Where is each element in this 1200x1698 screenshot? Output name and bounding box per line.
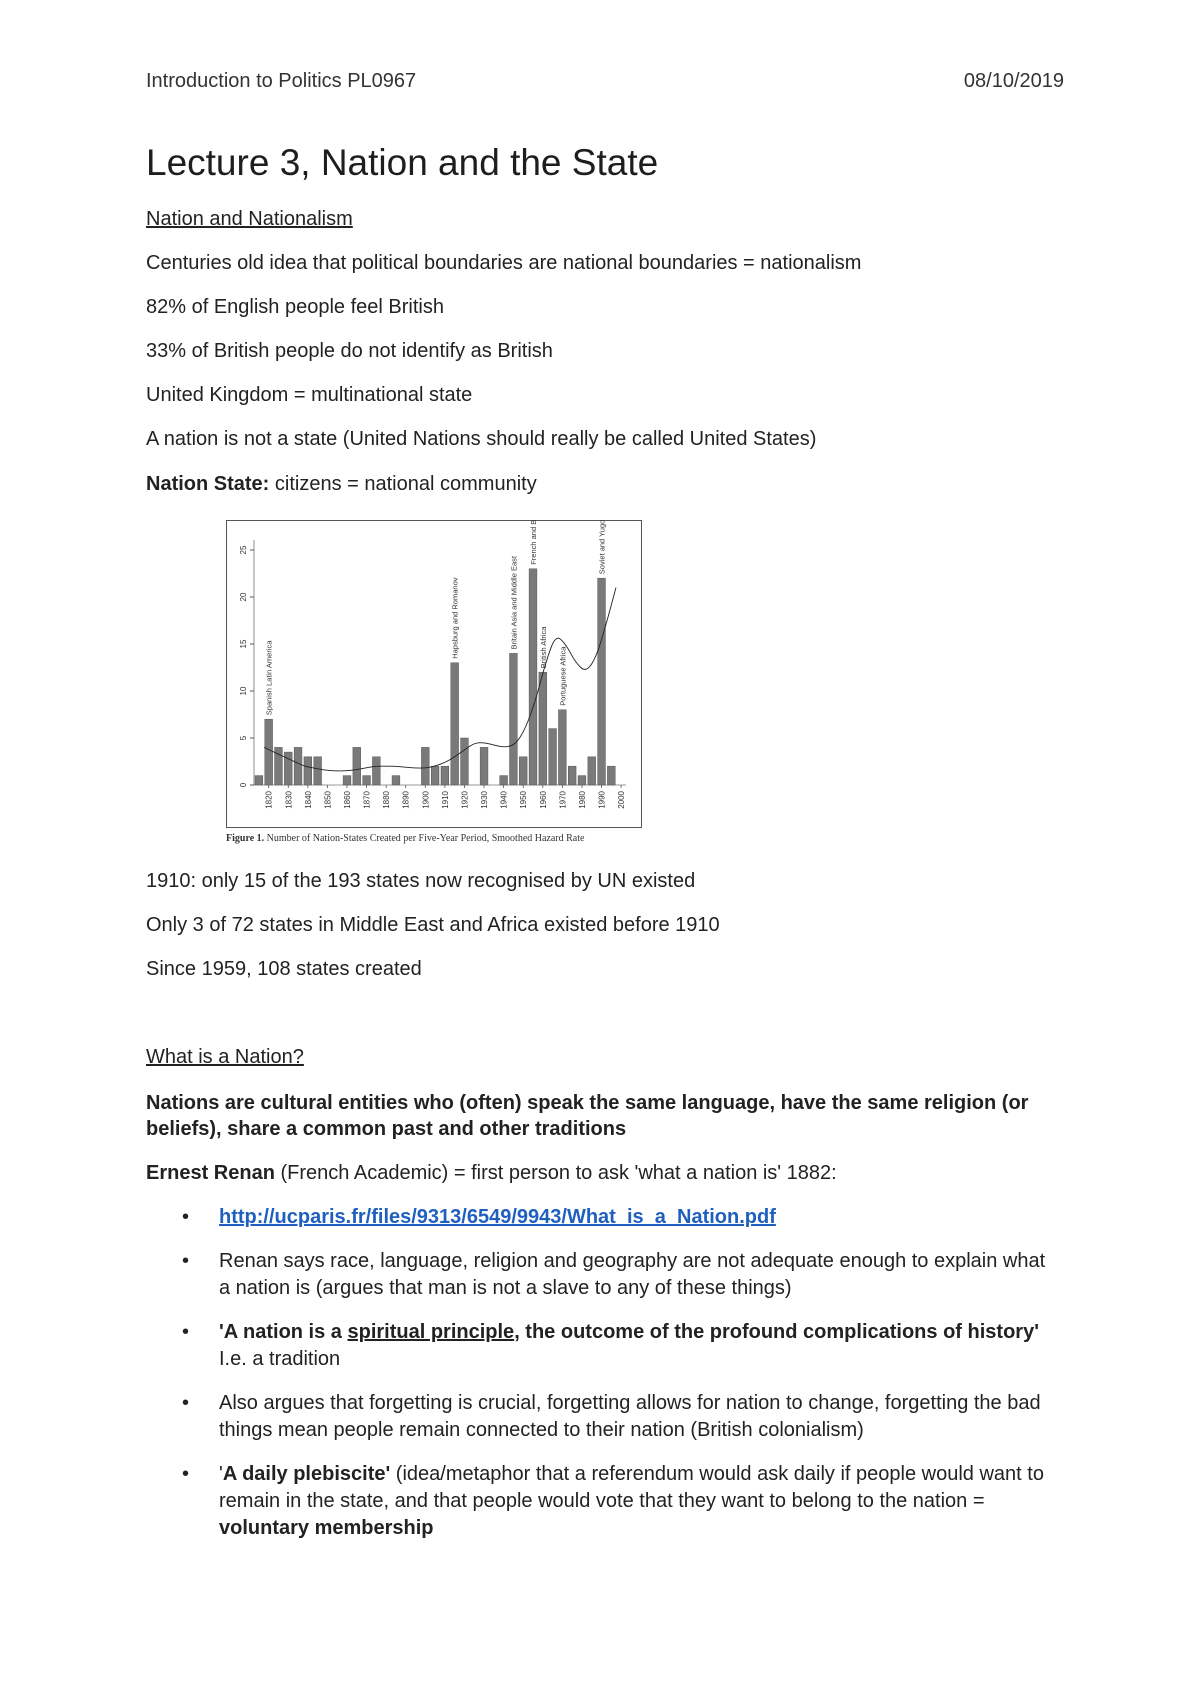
text-line: 33% of British people do not identify as British xyxy=(146,340,553,362)
x-tick-label: 1910 xyxy=(440,791,450,809)
chart-bar xyxy=(441,766,449,785)
section-heading-nationalism: Nation and Nationalism xyxy=(146,208,353,230)
chart-bar xyxy=(363,776,371,785)
chart-bar xyxy=(558,710,566,785)
bar-annotation: Spanish Latin America xyxy=(264,640,274,716)
x-tick-label: 1940 xyxy=(499,791,509,809)
chart-bar xyxy=(343,776,351,785)
caption-text: Number of Nation-States Created per Five-Year Period, Smoothed Hazard Rate xyxy=(264,833,585,844)
x-tick-label: 1930 xyxy=(480,791,490,809)
chart-bar xyxy=(539,672,547,785)
bullet-marker: • xyxy=(182,1250,190,1272)
chart-svg xyxy=(226,520,642,828)
chart-bar xyxy=(510,653,518,785)
chart-bar xyxy=(314,757,322,785)
x-tick-label: 1890 xyxy=(401,791,411,809)
bullet-text: 'A daily plebiscite' (idea/metaphor that a referendum would ask daily if people would want to remain in the state, and that people would vote that they want to belong to the nation = voluntary membership xyxy=(219,1463,1044,1539)
chart-bar xyxy=(568,766,576,785)
x-tick-label: 1830 xyxy=(284,791,294,809)
x-tick-label: 1880 xyxy=(382,791,392,809)
x-tick-label: 2000 xyxy=(617,791,627,809)
course-title: Introduction to Politics PL0967 xyxy=(146,70,417,92)
section-heading-what-is-nation: What is a Nation? xyxy=(146,1046,304,1068)
chart-bar xyxy=(549,729,557,785)
text-line: Centuries old idea that political boundaries are national boundaries = nationalism xyxy=(146,252,862,274)
bullet-marker: • xyxy=(182,1321,190,1343)
x-tick-label: 1870 xyxy=(362,791,372,809)
chart-bar xyxy=(607,766,615,785)
x-tick-label: 1980 xyxy=(577,791,587,809)
nation-definition: Nations are cultural entities who (often) speak the same language, have the same religion (or beliefs), share a common past and other traditions xyxy=(146,1092,1029,1140)
text-line: United Kingdom = multinational state xyxy=(146,384,473,406)
chart-bar xyxy=(431,766,439,785)
x-tick-label: 1860 xyxy=(343,791,352,809)
bar-annotation: Britain Asia and Middle East xyxy=(509,556,519,650)
y-tick-label: 20 xyxy=(239,592,248,602)
bullet-text: Renan says race, language, religion and geography are not adequate enough to explain what a nation is (argues that man is not a slave to any of these things) xyxy=(219,1250,1046,1299)
x-tick-label: 1920 xyxy=(460,791,470,809)
renan-rest: (French Academic) = first person to ask 'what a nation is' 1882: xyxy=(274,1162,837,1184)
bar-annotation: British Africa xyxy=(538,626,548,669)
chart-bar xyxy=(588,757,596,785)
x-tick-label: 1960 xyxy=(538,791,548,809)
bar-annotation: Soviet and Yugoslavian xyxy=(597,520,607,575)
x-tick-label: 1850 xyxy=(323,791,333,809)
chart-bar xyxy=(265,719,273,785)
text-line: 1910: only 15 of the 193 states now recognised by UN existed xyxy=(146,870,696,892)
x-tick-label: 1840 xyxy=(303,791,313,809)
bullet-text: Also argues that forgetting is crucial, forgetting allows for nation to change, forgetting the bad things mean people remain connected to their nation (British colonialism) xyxy=(219,1392,1041,1441)
bar-annotation: Hapsburg and Romanov xyxy=(450,577,460,659)
caption-label: Figure 1. xyxy=(226,833,265,844)
header-date: 08/10/2019 xyxy=(963,70,1064,92)
bar-annotation: Portuguese Africa xyxy=(558,646,568,706)
renan-line xyxy=(146,1162,837,1185)
chart-bar xyxy=(598,578,606,785)
chart-bar xyxy=(421,747,429,785)
spiritual-principle: spiritual principle xyxy=(347,1321,515,1343)
y-tick-label: 10 xyxy=(239,686,248,696)
voluntary-membership: voluntary membership xyxy=(219,1517,434,1539)
lecture-title: Lecture 3, Nation and the State xyxy=(146,142,659,183)
x-tick-label: 1970 xyxy=(558,791,568,809)
y-tick-label: 5 xyxy=(239,735,248,741)
bar-annotation: French and British Africa xyxy=(529,520,538,565)
bullet-marker: • xyxy=(182,1206,190,1228)
chart-bar xyxy=(392,776,400,785)
chart-bar xyxy=(304,757,312,785)
chart-bar xyxy=(353,747,361,785)
x-tick-label: 1990 xyxy=(597,791,607,809)
text-line: Since 1959, 108 states created xyxy=(146,958,422,980)
renan-name: Ernest Renan xyxy=(146,1162,275,1184)
x-tick-label: 1820 xyxy=(264,791,274,809)
chart-bar xyxy=(480,747,488,785)
chart-bar xyxy=(461,738,469,785)
figure-caption xyxy=(226,833,646,844)
chart-bar xyxy=(255,776,263,785)
chart-bar xyxy=(500,776,508,785)
y-tick-label: 0 xyxy=(239,782,248,788)
chart-bar xyxy=(372,757,380,785)
nation-states-chart xyxy=(226,520,642,828)
bullet-text: 'A nation is a spiritual principle, the outcome of the profound complications of history' I.e. a tradition xyxy=(219,1321,1039,1370)
chart-bar xyxy=(451,663,459,785)
bullet-marker: • xyxy=(182,1463,190,1485)
nation-state-label: Nation State: xyxy=(146,473,270,495)
chart-bar xyxy=(578,776,586,785)
renan-pdf-link[interactable]: http://ucparis.fr/files/9313/6549/9943/What_is_a_Nation.pdf xyxy=(219,1206,776,1228)
nation-state-line xyxy=(146,473,537,496)
y-tick-label: 15 xyxy=(239,639,248,649)
x-tick-label: 1900 xyxy=(421,791,431,809)
text-line: A nation is not a state (United Nations should really be called United States) xyxy=(146,428,817,450)
y-tick-label: 25 xyxy=(239,545,248,555)
x-tick-label: 1950 xyxy=(519,791,529,809)
nation-state-text: citizens = national community xyxy=(269,473,537,495)
chart-bar xyxy=(519,757,527,785)
text-line: 82% of English people feel British xyxy=(146,296,444,318)
chart-bar xyxy=(529,569,537,785)
text-line: Only 3 of 72 states in Middle East and Africa existed before 1910 xyxy=(146,914,720,936)
bullet-marker: • xyxy=(182,1392,190,1414)
chart-bar xyxy=(294,747,302,785)
